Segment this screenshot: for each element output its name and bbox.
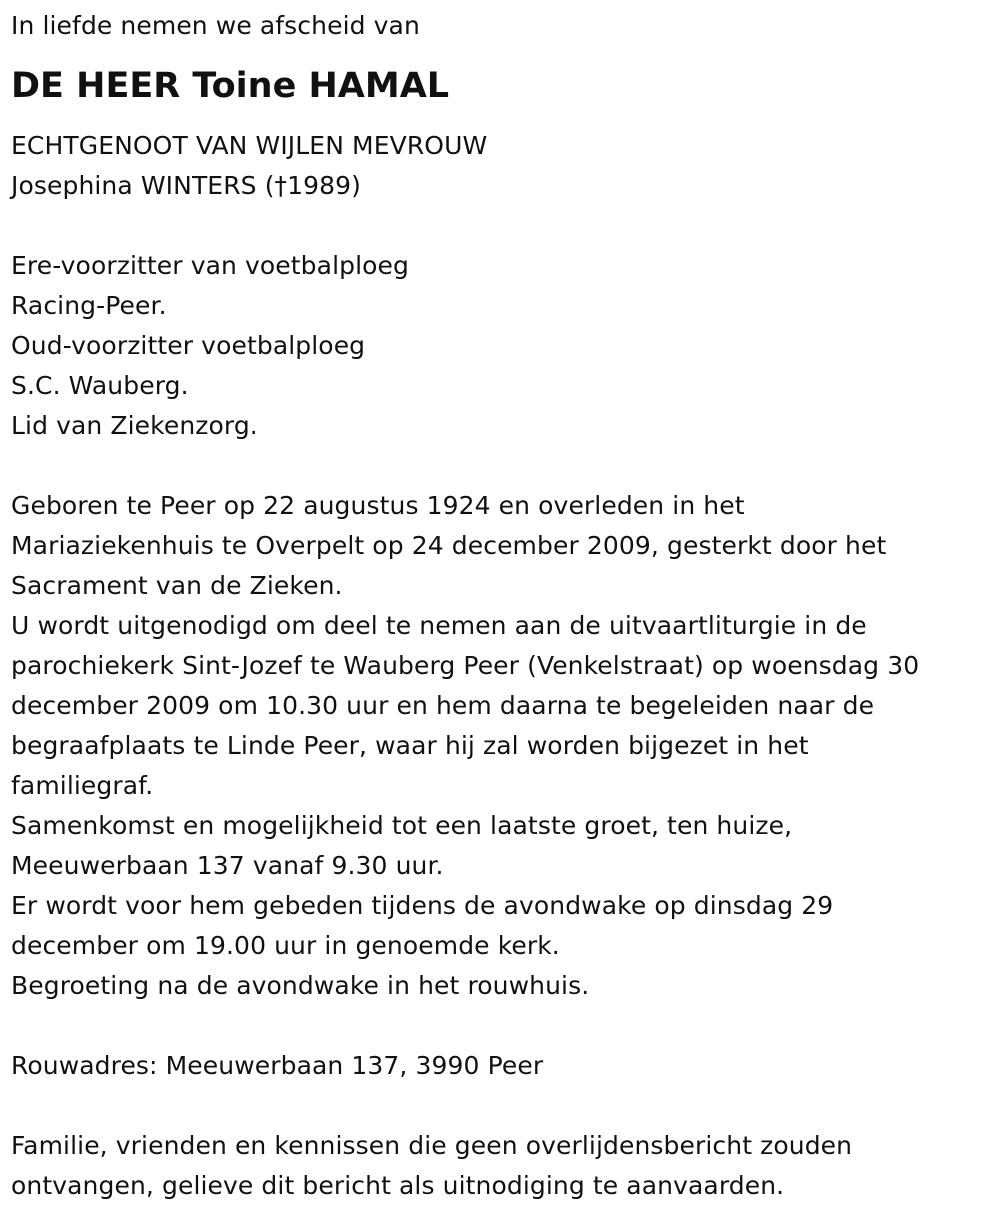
body-line: Meeuwerbaan 137 vanaf 9.30 uur. xyxy=(11,851,444,880)
body-line: Sacrament van de Zieken. xyxy=(11,571,343,600)
body-line: Geboren te Peer op 22 augustus 1924 en overleden in het xyxy=(11,491,745,520)
role-line: S.C. Wauberg. xyxy=(11,371,189,400)
role-line: Ere-voorzitter van voetbalploeg xyxy=(11,251,409,280)
body-line: Begroeting na de avondwake in het rouwhuis. xyxy=(11,971,590,1000)
body-line: begraafplaats te Linde Peer, waar hij zal worden bijgezet in het xyxy=(11,731,809,760)
closing-line: ontvangen, gelieve dit bericht als uitnodiging te aanvaarden. xyxy=(11,1171,785,1200)
body-line: familiegraf. xyxy=(11,771,154,800)
spacer xyxy=(11,206,1000,246)
deceased-name: DE HEER Toine HAMAL xyxy=(11,66,450,106)
role-line: Lid van Ziekenzorg. xyxy=(11,411,258,440)
roles-list xyxy=(11,246,1000,446)
body-line: Mariaziekenhuis te Overpelt op 24 december 2009, gesterkt door het xyxy=(11,531,887,560)
body-line: Er wordt voor hem gebeden tijdens de avondwake op dinsdag 29 xyxy=(11,891,834,920)
body-line: parochiekerk Sint-Jozef te Wauberg Peer (Venkelstraat) op woensdag 30 xyxy=(11,651,920,680)
body-line: U wordt uitgenodigd om deel te nemen aan de uitvaartliturgie in de xyxy=(11,611,867,640)
mourning-address: Rouwadres: Meeuwerbaan 137, 3990 Peer xyxy=(11,1051,544,1080)
role-line: Oud-voorzitter voetbalploeg xyxy=(11,331,366,360)
spacer xyxy=(11,1006,1000,1046)
spouse-line-2: Josephina WINTERS (†1989) xyxy=(11,171,362,200)
spouse-line-1: ECHTGENOOT VAN WIJLEN MEVROUW xyxy=(11,131,488,160)
announcement-body xyxy=(11,486,1000,1006)
body-line: Samenkomst en mogelijkheid tot een laatste groet, ten huize, xyxy=(11,811,793,840)
closing-line: Familie, vrienden en kennissen die geen overlijdensbericht zouden xyxy=(11,1131,853,1160)
role-line: Racing-Peer. xyxy=(11,291,167,320)
spacer xyxy=(11,1086,1000,1126)
body-line: december 2009 om 10.30 uur en hem daarna te begeleiden naar de xyxy=(11,691,875,720)
intro-text: In liefde nemen we afscheid van xyxy=(11,11,420,40)
body-line: december om 19.00 uur in genoemde kerk. xyxy=(11,931,560,960)
spacer xyxy=(11,446,1000,486)
closing-text xyxy=(11,1126,1000,1206)
